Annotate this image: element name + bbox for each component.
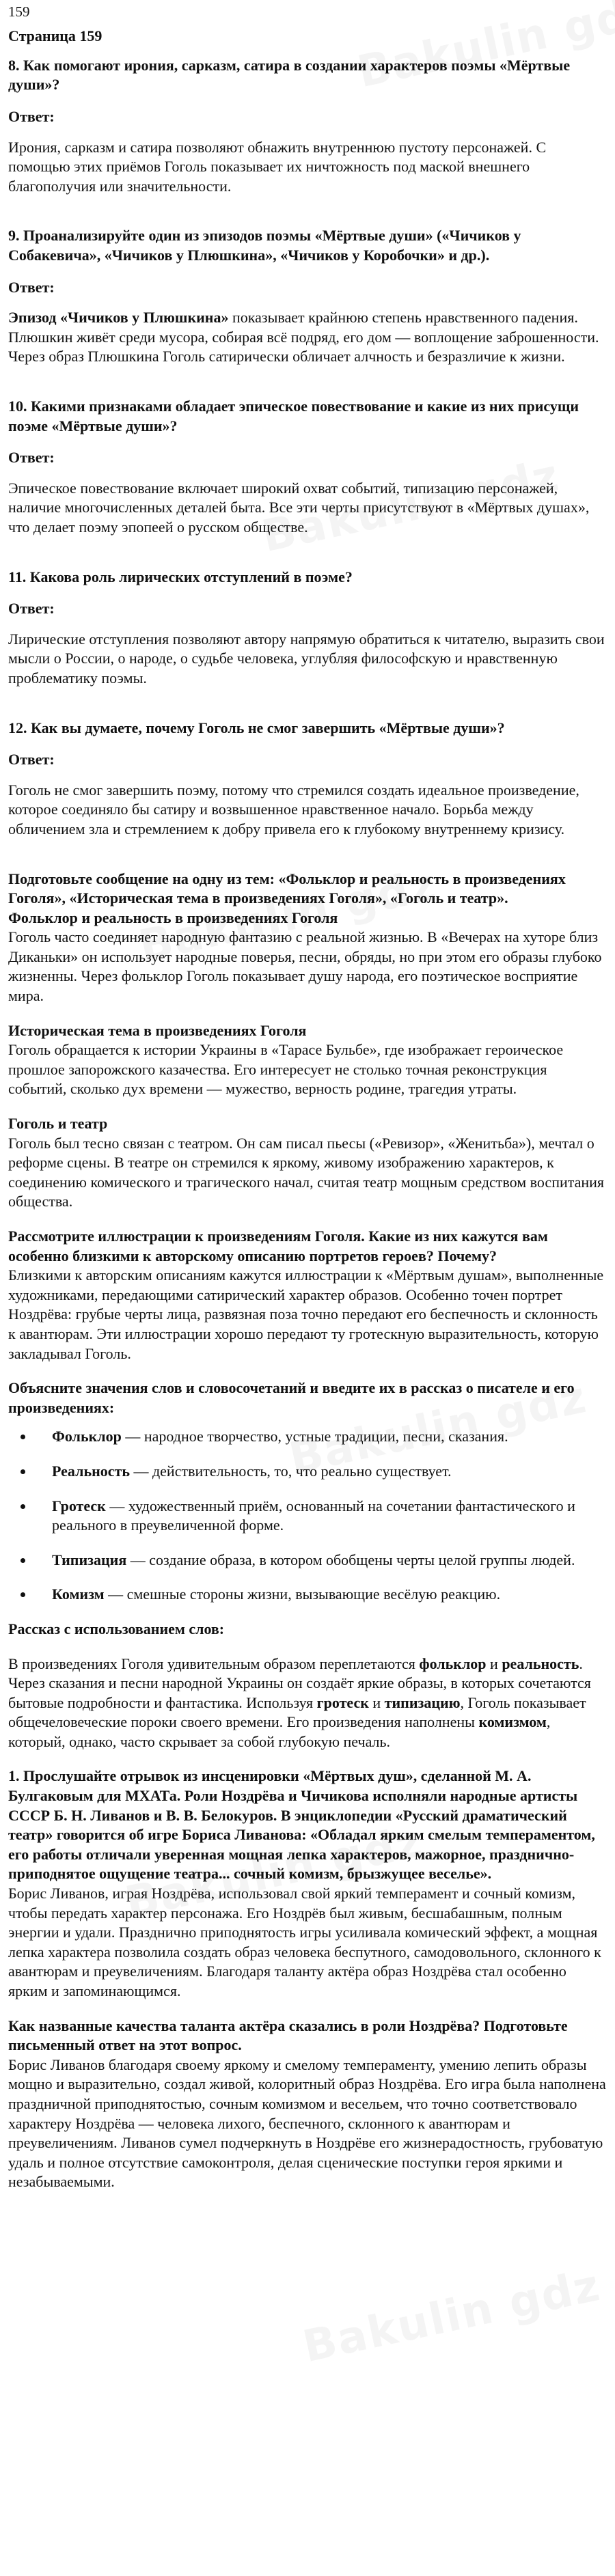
question-8: 8. Как помогают ирония, сарказм, сатира в создании характеров поэмы «Мёртвые души»? bbox=[8, 56, 571, 94]
topic-folklore-text: Гоголь часто соединяет народную фантазию с реальной жизнью. В «Вечерах на хуторе близ Диканьки» он использует народные поверья, песни, обряды, но при этом его образы глубоко жизненны. Через фольклор Гоголь показывает душу народа, его поэтическое восприятие мира. bbox=[8, 928, 602, 1005]
bullet-icon bbox=[20, 1469, 25, 1474]
answer-label: Ответ: bbox=[8, 751, 55, 768]
answer-label: Ответ: bbox=[8, 108, 55, 126]
term: Фольклор bbox=[52, 1428, 122, 1445]
term: Комизм bbox=[52, 1585, 105, 1603]
topic-theatre bbox=[8, 1114, 607, 1212]
page-number: 159 bbox=[8, 3, 30, 20]
term: Типизация bbox=[52, 1551, 127, 1568]
story-section bbox=[8, 1620, 607, 1752]
story-fragment: В произведениях Гоголя удивительным образом переплетаются bbox=[8, 1654, 420, 1672]
story-fragment: и bbox=[486, 1654, 502, 1672]
list-item bbox=[8, 1497, 607, 1536]
story-fragment: , который, однако, часто скрывает за собой глубокую печаль. bbox=[8, 1713, 551, 1750]
excerpt-question: 1. Прослушайте отрывок из инсценировки «Мёртвых душ», сделанной М. А. Булгаковым для МХАТа. Роли Ноздрёва и Чичикова исполняли народные артисты СССР Б. Н. Ливанов и В. В. Белокуров. В энциклопедии «Русский драматический театр» говорится об игре Бориса Ливанова: «Обладал ярким смелым темпераментом, его работы отличали уверенная мощная лепка характеров, мажорное, празднично-приподнятое ощущение театра... сочный комизм, брызжущее веселье». bbox=[8, 1767, 595, 1883]
illustrations-section bbox=[8, 1227, 607, 1363]
answer-11: Лирические отступления позволяют автору напрямую обратиться к читателю, выразить свои мысли о России, о народе, о судьбе человека, углубляя философскую и нравственную проблематику поэмы. bbox=[8, 630, 605, 687]
answer-9-text: показывает крайнюю степень нравственного падения. Плюшкин живёт среди мусора, собирая всё подряд, его дом — воплощение заброшенности. Через образ Плюшкина Гоголь сатирически обличает алчность и безразличие к жизни. bbox=[8, 309, 599, 365]
list-item bbox=[8, 1462, 607, 1482]
question-10: 10. Какими признаками обладает эпическое повествование и какие из них присущи поэме «Мёртвые души»? bbox=[8, 398, 579, 434]
page-heading: Страница 159 bbox=[8, 27, 102, 45]
term-definition: — создание образа, в котором обобщены черты целой группы людей. bbox=[126, 1551, 575, 1568]
topic-history-title: Историческая тема в произведениях Гоголя bbox=[8, 1021, 307, 1039]
story-heading: Рассказ с использованием слов: bbox=[8, 1620, 225, 1637]
story-fragment: , Гоголь показывает общечеловеческие пороки своего времени. Его произведения наполнены bbox=[8, 1693, 586, 1731]
answer-8: Ирония, сарказм и сатира позволяют обнажить внутреннюю пустоту персонажей. С помощью этих приёмов Гоголь показывает их ничтожность под маской внешнего благополучия или значительности. bbox=[8, 138, 547, 195]
term-definition: — народное творчество, устные традиции, песни, сказания. bbox=[121, 1428, 508, 1445]
bullet-icon bbox=[20, 1435, 25, 1439]
answer-label: Ответ: bbox=[8, 600, 55, 618]
topic-theatre-title: Гоголь и театр bbox=[8, 1115, 108, 1133]
report-section bbox=[8, 870, 607, 1213]
answer-9-bold: Эпизод «Чичиков у Плюшкина» bbox=[8, 309, 229, 327]
term: Реальность bbox=[52, 1462, 130, 1480]
topic-folklore-title: Фольклор и реальность в произведениях Гоголя bbox=[8, 909, 338, 926]
term-definition: — художественный приём, основанный на сочетании фантастического и реального в преувеличенной форме. bbox=[52, 1497, 575, 1534]
term: Гротеск bbox=[52, 1497, 106, 1514]
bullet-icon bbox=[20, 1592, 25, 1597]
story-fragment: и bbox=[368, 1693, 385, 1711]
excerpt-answer: Борис Ливанов, играя Ноздрёва, использовал свой яркий темперамент и сочный комизм, чтобы передать характер персонажа. Его Ноздрёв был живым, бесшабашным, полным энергии и удали. Празднично приподнятость игры усиливала комический эффект, а мощная лепка характера позволила создать образ человека беспутного, самодовольного, склонного к авантюрам и преувеличениям. Благодаря таланту актёра образ Ноздрёва стал особенно ярким и запоминающимся. bbox=[8, 1885, 601, 2000]
illustrations-question: Рассмотрите иллюстрации к произведениям Гоголя. Какие из них кажутся вам особенно близкими к авторскому описанию портретов героев? Почему? bbox=[8, 1228, 548, 1264]
question-9: 9. Проанализируйте один из эпизодов поэмы «Мёртвые души» («Чичиков у Собакевича», «Чичиков у Плюшкина», «Чичиков у Коробочки» и др.). bbox=[8, 227, 521, 264]
list-item bbox=[8, 1585, 607, 1605]
bullet-icon bbox=[20, 1504, 25, 1509]
story-keyword: фольклор bbox=[419, 1654, 487, 1672]
question-9-section bbox=[8, 226, 607, 367]
question-11-section bbox=[8, 568, 607, 689]
topic-folklore bbox=[8, 909, 607, 1006]
talent-answer: Борис Ливанов благодаря своему яркому и смелому темпераменту, умению лепить образы мощно и выразительно, создал живой, колоритный образ Ноздрёва. Его игра была наполнена праздничной приподнятостью, сочным комизмом и весельем, что точно соответствовало характеру Ноздрёва — человека лихого, беспечного, склонного к авантюрам и преувеличениям. Ливанов сумел подчеркнуть в Ноздрёве его жизнерадостность, грубоватую удаль и полное отсутствие самоконтроля, делая сценические поступки героя яркими и незабываемыми. bbox=[8, 2055, 606, 2191]
topic-history bbox=[8, 1021, 607, 1099]
story-fragment: . Через сказания и песни народной Украины он создаёт яркие образы, в которых сочетаются бытовые подробности и фантастика. Используя bbox=[8, 1654, 591, 1711]
list-item bbox=[8, 1551, 607, 1570]
story-text bbox=[8, 1654, 607, 1752]
watermark bbox=[298, 2258, 605, 2376]
topic-theatre-text: Гоголь был тесно связан с театром. Он сам писал пьесы («Ревизор», «Женитьба»), мечтал о реформе сцены. В театре он стремился к яркому, живому изображению характеров, к соединению комического и трагического начал, считая театр мощным средством воспитания общества. bbox=[8, 1134, 605, 1210]
story-keyword: типизацию bbox=[384, 1693, 461, 1711]
answer-12: Гоголь не смог завершить поэму, потому что стремился создать идеальное произведение, которое соединяло бы сатиру и возвышенное нравственное начало. Борьба между обличением зла и стремлением к добру привела его к глубокому внутреннему кризису. bbox=[8, 781, 579, 837]
illustrations-answer: Близкими к авторским описаниям кажутся иллюстрации к «Мёртвым душам», выполненные художниками, передающими сатирический характер образов. Особенно точен портрет Ноздрёва: грубые черты лица, развязная поза точно передают его беспечность и склонность к авантюрам. Эти иллюстрации хорошо передают ту гротескную выразительность, которую закладывал Гоголь. bbox=[8, 1266, 604, 1362]
bullet-icon bbox=[20, 1558, 25, 1563]
terms-question: Объясните значения слов и словосочетаний и введите их в рассказ о писателе и его произведениях: bbox=[8, 1379, 575, 1416]
list-item bbox=[8, 1427, 607, 1447]
story-keyword: гротеск bbox=[316, 1693, 369, 1711]
report-task: Подготовьте сообщение на одну из тем: «Фольклор и реальность в произведениях Гоголя», «Историческая тема в произведениях Гоголя», «Гоголь и театр». bbox=[8, 870, 566, 907]
term-definition: — смешные стороны жизни, вызывающие весёлую реакцию. bbox=[104, 1585, 501, 1603]
answer-9 bbox=[8, 308, 607, 367]
terms-section bbox=[8, 1379, 607, 1605]
talent-question: Как названные качества таланта актёра сказались в роли Ноздрёва? Подготовьте письменный ответ на этот вопрос. bbox=[8, 2017, 568, 2054]
story-keyword: реальность bbox=[502, 1654, 579, 1672]
topic-history-text: Гоголь обращается к истории Украины в «Тарасе Бульбе», где изображает героическое прошлое запорожского казачества. Его интересует не столько точная реконструкция событий, сколько дух времени — мужество, верность родине, трагедия утраты. bbox=[8, 1041, 564, 1098]
answer-10: Эпическое повествование включает широкий охват событий, типизацию персонажей, наличие многочисленных деталей быта. Все эти черты присутствуют в «Мёртвых душах», что делает поэму эпопеей о русском обществе. bbox=[8, 479, 590, 536]
term-definition: — действительность, то, что реально существует. bbox=[129, 1462, 452, 1480]
excerpt-section bbox=[8, 1767, 607, 2001]
story-keyword: комизмом bbox=[478, 1713, 547, 1731]
terms-list bbox=[8, 1427, 607, 1605]
question-10-section bbox=[8, 397, 607, 538]
answer-label: Ответ: bbox=[8, 278, 55, 296]
question-11: 11. Какова роль лирических отступлений в поэме? bbox=[8, 568, 353, 585]
question-8-section bbox=[8, 56, 607, 197]
question-12-section bbox=[8, 719, 607, 840]
question-12: 12. Как вы думаете, почему Гоголь не смог завершить «Мёртвые души»? bbox=[8, 719, 505, 736]
talent-section bbox=[8, 2017, 607, 2192]
answer-label: Ответ: bbox=[8, 449, 55, 467]
